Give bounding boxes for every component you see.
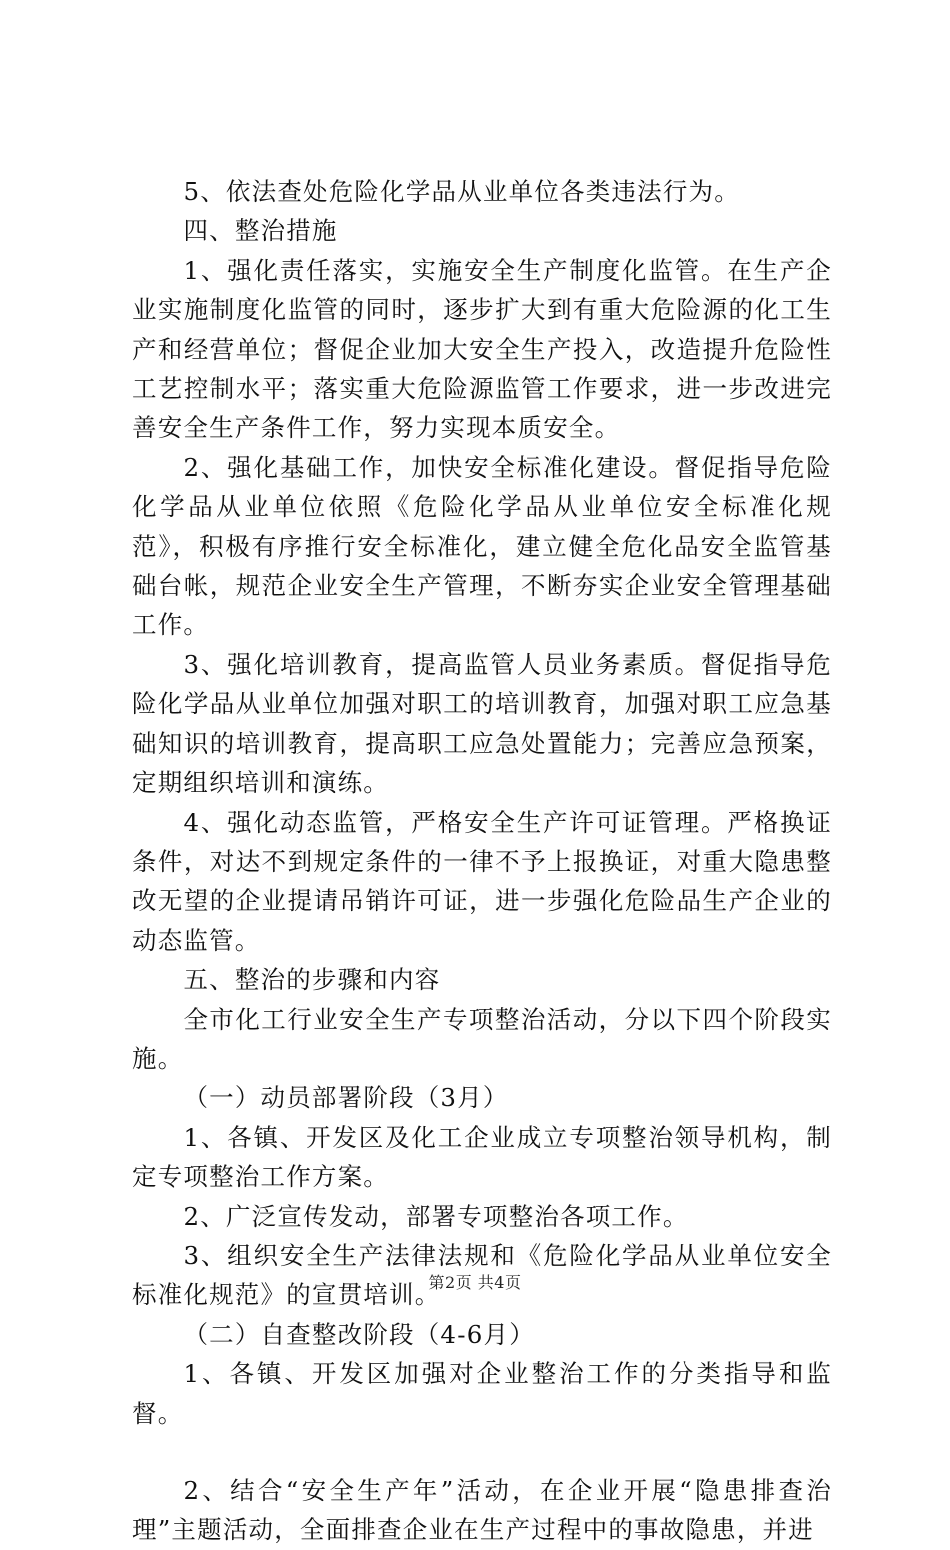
paragraph-phase1-item-3: 3、组织安全生产法律法规和《危险化学品从业单位安全标准化规范》的宣贯培训。 — [132, 1240, 832, 1310]
paragraph-measure-2: 2、强化基础工作，加快安全标准化建设。督促指导危险化学品从业单位依照《危险化学品从业单位安全标准化规范》，积极有序推行安全标准化，建立健全危化品安全监管基础台帐，规范企业安全生产管理，不断夯实企业安全管理基础工作。 — [132, 452, 832, 640]
paragraph-phase2-item-2: 2、结合“安全生产年”活动，在企业开展“隐患排查治理”主题活动，全面排查企业在生产过程中的事故隐患，并进 — [132, 1476, 832, 1545]
paragraph-phase2-item-1: 1、各镇、开发区加强对企业整治工作的分类指导和监督。 — [132, 1359, 832, 1428]
paragraph-phase1-item-2: 2、广泛宣传发动，部署专项整治各项工作。 — [183, 1201, 689, 1231]
paragraph-phase1-item-1: 1、各镇、开发区及化工企业成立专项整治领导机构，制定专项整治工作方案。 — [132, 1122, 832, 1192]
section-heading-steps: 五、整治的步骤和内容 — [183, 965, 441, 995]
paragraph-measure-4: 4、强化动态监管，严格安全生产许可证管理。严格换证条件，对达不到规定条件的一律不予上报换证，对重大隐患整改无望的企业提请吊销许可证，进一步强化危险品生产企业的动态监管。 — [132, 807, 832, 955]
section-heading-measures: 四、整治措施 — [183, 216, 338, 246]
document-body — [132, 172, 832, 1550]
paragraph-measure-1: 1、强化责任落实，实施安全生产制度化监管。在生产企业实施制度化监管的同时，逐步扩大到有重大危险源的化工生产和经营单位；督促企业加大安全生产投入，改造提升危险性工艺控制水平；落实重大危险源监管工作要求，进一步改进完善安全生产条件工作，努力实现本质安全。 — [132, 255, 832, 443]
page-number-footer: 第2页 共4页 — [428, 1273, 522, 1292]
paragraph-spacer — [132, 1433, 832, 1471]
paragraph-item-5: 5、依法查处危险化学品从业单位各类违法行为。 — [183, 177, 740, 206]
sub-heading-phase-1: （一）动员部署阶段（3月） — [183, 1083, 509, 1113]
paragraph-measure-3: 3、强化培训教育，提高监管人员业务素质。督促指导危险化学品从业单位加强对职工的培训教育，加强对职工应急基础知识的培训教育，提高职工应急处置能力；完善应急预案，定期组织培训和演练。 — [132, 649, 832, 798]
sub-heading-phase-2: （二）自查整改阶段（4-6月） — [183, 1319, 535, 1349]
paragraph-steps-intro: 全市化工行业安全生产专项整治活动，分以下四个阶段实施。 — [132, 1004, 832, 1073]
